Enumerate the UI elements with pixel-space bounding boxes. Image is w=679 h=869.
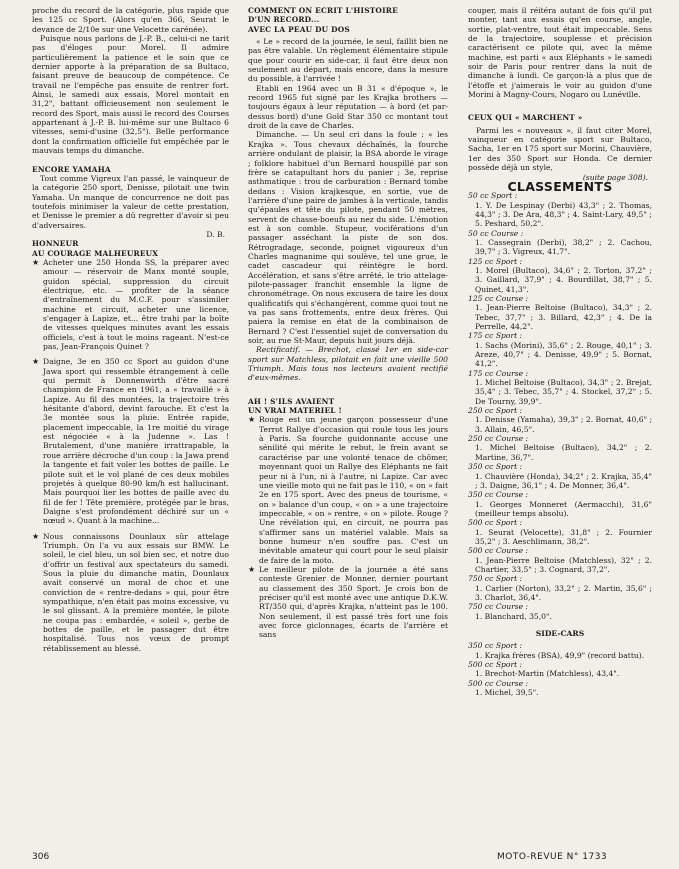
star-paragraph: ★ Acheter une 250 Honda SS, la préparer avec amour — réservoir de Manx monté souple, guidon spécial, suppression du circuit électrique, etc. — profiter de la séance d'entraînement du M.C.F. pour s'assimiler machine et circuit, acheter une licence, s'engager à Lapize, et... être trahi par la boîte de vitesses quelques minutes avant les essais officiels, c'est à tout le moins rageant. N'est-ce pas, Jean-François Quinet ? [32,258,229,351]
result-entry: 1. Jean-Pierre Beltoise (Matchless), 32" ; 2. Chartier, 33,5" ; 3. Cognard, 37,2". [475,555,652,574]
classements-title: CLASSEMENTS [507,178,613,194]
result-category: 350 cc Sport : [468,641,523,651]
result-entry: 1. Georges Monneret (Aermacchi), 31,6" (meilleur temps absolu). [475,499,652,518]
result-category: 50 cc Sport : [468,191,518,201]
star-paragraph: ★ Rouge est un jeune garçon possesseur d'une Terrot Rallye d'occasion qui roule tous les jours à Paris. Sa fourche guidonnante accuse une sénilité qui mérite le rebut, le frein avant se caractérise par une volonté tenace de chômer, moyennant quoi un Rallye des Eléphants ne fait peur ni à l'un, ni à l'autre, ni Lapize. Car avec une vieille moto qui ne fait pas le 110, « on » fait 2e en 175 sport. Avec des pneus de tourisme, « on » balance d'un coup, « on » a une trajectoire impeccable, « on » rentre, « on » pilote. Rouge ? Une révélation qui, en circuit, ne pourra pas s'affirmer sans un matériel valable. Mais sa bonne humeur n'en souffre pas. C'est un inévitable amateur qui court pour le seul plaisir de faire de la moto. [248,415,448,565]
section-heading: UN VRAI MATERIEL ! [248,406,342,416]
result-entry: 1. Carlier (Norton), 33,2" ; 2. Martin, 35,6" ; 3. Charlot, 36,4". [475,583,652,602]
result-category: 250 cc Course : [468,434,529,444]
result-entry: 1. Brechot-Martin (Matchless), 43,4". [475,669,620,679]
column-right [468,6,652,697]
result-category: 750 cc Course : [468,602,529,612]
paragraph: Dimanche. — Un seul cri dans la foule : « les Krajka ». Tous chevaux déchaînés, la fourche arrière ondulant de plaisir, la BSA aborde le virage ; folklore habituel d'un Bernard houspillé par son frère se catapultant hors du panier ; 3e, reprise asthmatique : trou de carburation : Bernard tombe dedans : Vision krajkesque, en sortie, vue de l'arrière d'une paire de jambes à la verticale, tandis qu'épaules et tête du pilote, pendant 50 mètres, servent de chasse-boeufs au nez du side. L'émotion est à son comble. Stupeur, vociférations d'un passager asséchant la piste de son dos. Rétrogradage, seconde, poignet vigoureux d'un Charles magnanime qui soulève, tel une grue, le cadet cascadeur qui réintègre le bord. Accélération, et sans s'être arrêté, le trio attelage-pilote-passager franchit ensemble la ligne de chronométrage. On nous excusera de taire les doux qualificatifs qui s'échangèrent, comme quoi tout ne va pas sans frottements, entre deux frères. Qui paiera la remise en état de la combinaison de Bernard ? C'est l'essentiel sujet de conversation du soir, au rue St-Maur, depuis huit jours déjà. [248,130,448,346]
result-category: 500 cc Sport : [468,518,523,528]
paragraph: couper, mais il réitéra autant de fois qu'il put monter, tant aux essais qu'en course, angle, sortie, plat-ventre, tout était impeccable. Sens de la trajectoire, souplesse et précision caractérisent ce pilote qui, avec la même machine, est parti « aux Eléphants » le samedi soir de Paris pour rentrer dans la nuit de dimanche à lundi. Ce garçon-là a plus que de l'étoffe et j'aimerais le voir au guidon d'une Morini à Magny-Cours, Nogaro ou Lunéville. [468,6,652,100]
sidecars-title: SIDE-CARS [535,629,585,638]
result-entry: 1. Blanchard, 35,0". [475,611,552,621]
result-entry: 1. Y. De Lespinay (Derbi) 43,3" ; 2. Thomas, 44,3" ; 3. De Ara, 48,3" ; 4. Saint-Lary, 49,5" ; 5. Peshard, 50,2". [475,200,652,229]
column-middle [248,6,448,640]
result-category: 350 cc Course : [468,490,529,500]
star-paragraph: ★ Le meilleur pilote de la journée a été sans conteste Grenier de Monner, dernier pourtant au classement des 350 Sport. Je crois bon de préciser qu'il est monté avec une antique D.K.W. RT/350 qui, d'après Krajka, n'atteint pas le 100. Non seulement, il est passé très fort une fois avec force giclonnages, écarts de l'arrière et sans [248,565,448,640]
result-category: 500 cc Sport : [468,660,523,670]
magazine-footer: MOTO-REVUE N° 1733 [497,852,608,862]
paragraph: Puisque nous parlons de J.-P. B., celui-ci ne tarit pas d'éloges pour Morel. Il admire particulièrement la patience et le soin que ce dernier apporte à la préparation de sa Bultaco, faisant preuve de beaucoup de compétence. Ce travail ne l'empêche pas ensuite de rentrer fort. Ainsi, le samedi aux essais, Morel montait en 31,2", battant officieusement non seulement le record des Sport, mais aussi le record des Courses appartenant à J.-P. B. lui-même sur une Bultaco 6 vitesses, semi-d'usine (32,5"). Belle performance dont la confirmation officielle fut empêchée par le mauvais temps du dimanche. [32,34,229,156]
result-entry: 1. Chauvière (Honda), 34,2" ; 2. Krajka, 35,4" ; 3. Daigne, 36,1" ; 4. De Monner, 36,4". [475,471,652,490]
result-category: 350 cc Sport : [468,462,523,472]
sidecars-list [468,641,652,697]
result-entry: 1. Seurat (Velocette), 31,8" ; 2. Fournier 35,2" ; 3. Aeschlimann, 38,2". [475,527,652,546]
result-category: 50 cc Course : [468,228,524,238]
result-category: 750 cc Sport : [468,574,523,584]
result-entry: 1. Michel Beltoise (Bultaco), 34,3" ; 2. Brejat, 35,4" ; 3. Tebec, 35,7" ; 4. Stockel, 37,2" ; 5. De Tourny, 39,9". [475,378,652,406]
section-heading: D'UN RECORD... [248,15,320,25]
continued-note: (suite page 308). [582,172,648,182]
section-heading: ENCORE YAMAHA [32,164,111,174]
result-category: 125 cc Sport : [468,256,523,266]
result-entry: 1. Michel Beltoise (Bultaco), 34,2" ; 2. Martine, 36,7". [475,443,652,462]
result-category: 125 cc Course : [468,293,529,303]
result-entry: 1. Jean-Pierre Beltoise (Bultaco), 34,3" ; 2. Tebec, 37,7" ; 3. Billard, 42,3" ; 4. De la Perrelle, 44,2". [475,303,652,331]
section-heading: HONNEUR [32,239,79,249]
section-heading: COMMENT ON ECRIT L'HISTOIRE [248,6,398,15]
result-entry: 1. Michel, 39,5". [475,688,539,698]
paragraph: proche du record de la catégorie, plus rapide que les 125 cc Sport. (Alors qu'en 366, Seurat le devance de 2/10e sur une Velocette carénée). [32,6,229,34]
result-entry: 1. Sachs (Morini), 35,6" ; 2. Rouge, 40,1" ; 3. Areze, 40,7" ; 4. Denisse, 49,9" ; 5. Bornat, 41,2". [475,340,652,369]
star-paragraph: ★ Nous connaissons Dounlaux sûr attelage Triumph. On l'a vu aux essais sur BMW. Le soleil, le ciel bleu, un sol bien sec, et notre duo d'offrir un festival aux spectateurs du samedi. Sous la pluie du dimanche matin, Dounlaux avait conservé un moral de choc et une conviction de « rentre-dedans » qui, pour être sympathique, n'en était pas moins excessive, vu le sol glissant. A la première montée, le pilote ne coupa pas : embardée, « soleil », gerbe de bottes de paille, et le passager dut être hospitalisé. Tous nos vœux de prompt rétablissement au blessé. [32,532,229,653]
result-entry: 1. Krajka frères (BSA), 49,9" (record battu). [475,650,645,660]
section-heading: AVEC LA PEAU DU DOS [248,24,350,34]
section-heading: AH ! S'ILS AVAIENT [248,396,335,406]
rectification-note: Rectificatif. — Brechot, classé 1er en side-car sport sur Matchless, pilotait en fait une vieille 500 Triumph. Mais tous nos lecteurs avaient rectifié d'eux-mêmes. [248,345,448,383]
result-entry: 1. Cassegrain (Derbi), 38,2" ; 2. Cachou, 39,7" ; 3. Vigreux, 41,7". [475,237,652,257]
result-category: 175 cc Sport : [468,331,523,341]
result-category: 500 cc Course : [468,678,529,688]
star-paragraph: ★ Daigne, 3e en 350 cc Sport au guidon d'une Jawa sport qui ressemble étrangement à celle qui permit à Donnenwirth d'être sacré champion de France en 1961, a « travaillé » à Lapize. Au fil des montées, la trajectoire très hésitante d'abord, devint farouche. Et c'est la 3e montée sous la pluie. Entrée rapide, placement impeccable, la 1re moitié du virage est négociée « à la Judenne ». Las ! Brutalement, d'une manière irrattrapable, la roue arrière décroche d'un coup : la Jawa prend la tangente et fait voler les bottes de paille. Le pilote suit et le vol plané de ces deux mobiles projetés à quelque 80-90 km/h est hallucinant. Mais pourquoi lier les bottes de paille avec du fil de fer ! Tête première, protégée par le bras, Daigne s'est profondément déchiré sur un « nœud ». Quant à la machine... [32,357,229,525]
result-entry: 1. Morel (Bultaco), 34,6" ; 2. Torton, 37,2" ; 3. Gaillard, 37,9" ; 4. Bourdillat, 38,7" ; 5. Quinet, 41,3". [475,265,652,294]
paragraph: Parmi les « nouveaux », il faut citer Morel, vainqueur en catégorie sport sur Bultaco, Sacha, 1er en 175 sport sur Morini, Chauvière, 1er des 350 Sport sur Honda. Ce dernier possède déjà un style, [468,125,652,173]
author-signature: D. B. [206,229,225,239]
result-category: 250 cc Sport : [468,406,523,416]
result-category: 500 cc Course : [468,546,529,556]
paragraph: Etabli en 1964 avec un B 31 « d'époque », le record 1965 fut signé par les Krajka brothers — toujours égaux à leur réputation — à bord (et par-dessus bord) d'une Gold Star 350 cc montant tout droit de la cave de Charles. [248,83,448,131]
paragraph: Tout comme Vigreux l'an passé, le vainqueur de la catégorie 250 sport, Denisse, pilotait une twin Yamaha. Un manque de concurrence ne doit pas toutefois minimiser la valeur de cette prestation, et Denisse le premier a dû regretter d'avoir si peu d'adversaires. [32,173,229,230]
section-heading: CEUX QUI « MARCHENT » [468,113,583,123]
column-left [32,6,229,653]
result-category: 175 cc Course : [468,368,529,378]
result-entry: 1. Denisse (Yamaha), 39,3" ; 2. Bornat, 40,6" ; 3. Allain, 46,5". [475,415,653,434]
page-number: 306 [32,852,50,862]
section-heading: AU COURAGE MALHEUREUX [32,248,159,258]
paragraph: « Le » record de la journée, le seul, faillit bien ne pas être valable. Un règlement élémentaire stipule que pour courir en side-car, il faut être deux non seulement au départ, mais encore, dans la mesure du possible, à l'arrivée ! [248,37,448,84]
results-list [468,191,652,621]
